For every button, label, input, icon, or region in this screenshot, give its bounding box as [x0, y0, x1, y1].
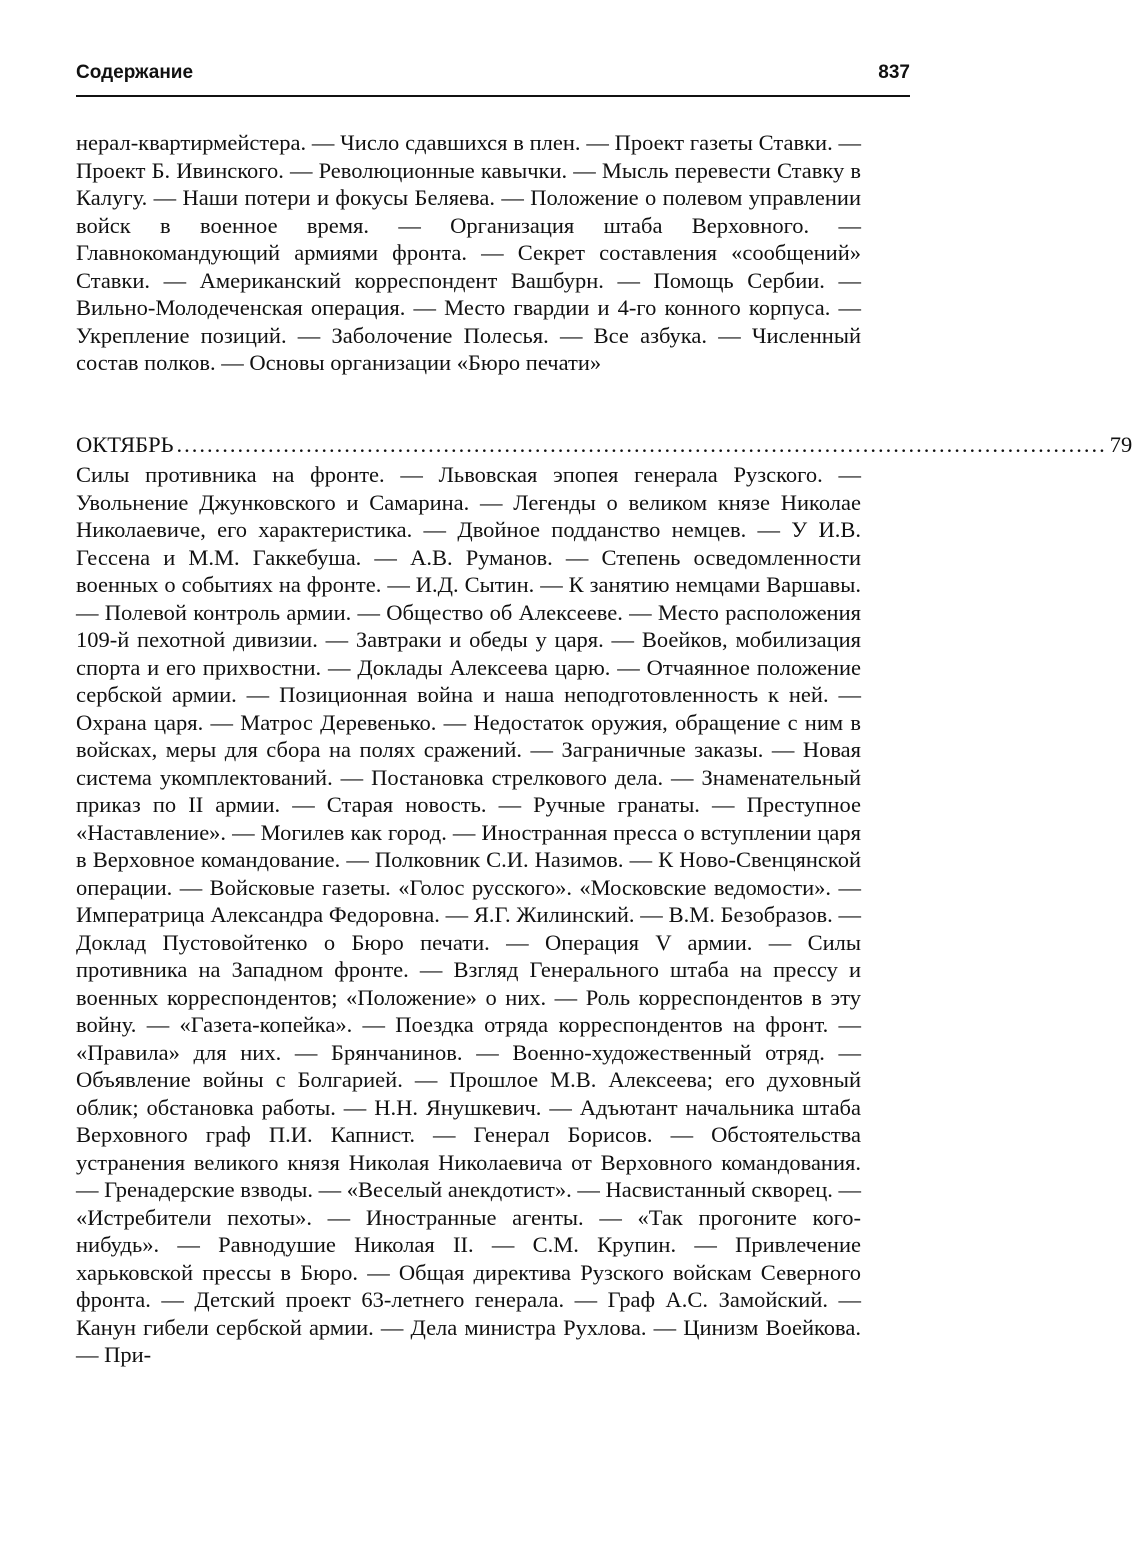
running-header-title: Содержание: [76, 62, 194, 83]
toc-entry-title: ОКТЯБРЬ: [76, 432, 174, 457]
running-header: [76, 62, 910, 86]
contents-paragraph-continued: нерал-квартирмейстера. — Число сдавшихся в плен. — Проект газеты Ставки. — Проект Б. Ивинского. — Революционные кавычки. — Мысль перевести Ставку в Калугу. — Наши потери и фокусы Беляева. — Положение о полевом управлении войск в военное время. — Организация штаба Верховного. — Главнокомандующий армиями фронта. — Секрет составления «сообщений» Ставки. — Американский корреспондент Вашбурн. — Помощь Сербии. — Вильно-Молодеченская операция. — Место гвардии и 4-го конного корпуса. — Укрепление позиций. — Заболочение Полесья. — Все азбука. — Численный состав полков. — Основы организации «Бюро печати»: [76, 130, 861, 375]
dot-leader: ..........................................................................................................................: [176, 432, 1107, 457]
toc-entry-page: 79: [1109, 432, 1132, 457]
toc-entry-description: Силы противника на фронте. — Львовская эпопея генерала Рузского. — Увольнение Джунковского и Самарина. — Легенды о великом князе Николае Николаевиче, его характеристика. — Двойное подданство немцев. — У И.В. Гессена и М.М. Гаккебуша. — А.В. Руманов. — Степень осведомленности военных о событиях на фронте. — И.Д. Сытин. — К занятию немцами Варшавы. — Полевой контроль армии. — Общество об Алексееве. — Место расположения 109-й пехотной дивизии. — Завтраки и обеды у царя. — Воейков, мобилизация спорта и его прихвостни. — Доклады Алексеева царю. — Отчаянное положение сербской армии. — Позиционная война и наша неподготовленность к ней. — Охрана царя. — Матрос Деревенько. — Недостаток оружия, обращение с ним в войсках, меры для сбора на полях сражений. — Заграничные заказы. — Новая система укомплектований. — Постановка стрелкового дела. — Знаменательный приказ по II армии. — Старая новость. — Ручные гранаты. — Преступное «Наставление». — Могилев как город. — Иностранная пресса о вступлении царя в Верховное командование. — Полковник С.И. Назимов. — К Ново-Свенцянской операции. — Войсковые газеты. «Голос русского». «Московские ведомости». — Императрица Александра Федоровна. — Я.Г. Жилинский. — В.М. Безобразов. — Доклад Пустовойтенко о Бюро печати. — Операция V армии. — Силы противника на Западном фронте. — Взгляд Генерального штаба на прессу и военных корреспондентов; «Положение» о них. — Роль корреспондентов в эту войну. — «Газета-копейка». — Поездка отряда корреспондентов на фронт. — «Правила» для них. — Брянчанинов. — Военно-художественный отряд. — Объявление войны с Болгарией. — Прошлое М.В. Алексеева; его духовный облик; обстановка работы. — Н.Н. Янушкевич. — Адъютант начальника штаба Верховного граф П.И. Капнист. — Генерал Борисов. — Обстоятельства устранения великого князя Николая Николаевича от Верховного командования. — Гренадерские взводы. — «Веселый анекдотист». — Насвистанный скворец. — «Истребители пехоты». — Иностранные агенты. — «Так прогоните кого-нибудь». — Равнодушие Николая II. — С.М. Крупин. — Привлечение харьковской прессы в Бюро. — Общая директива Рузского войскам Северного фронта. — Детский проект 63-летнего генерала. — Граф А.С. Замойский. — Канун гибели сербской армии. — Дела министра Рухлова. — Цинизм Воейкова. — При-: [76, 462, 861, 1367]
header-rule: [76, 95, 910, 97]
toc-entry-october[interactable]: [76, 431, 1132, 459]
page-number: 837: [878, 62, 910, 83]
